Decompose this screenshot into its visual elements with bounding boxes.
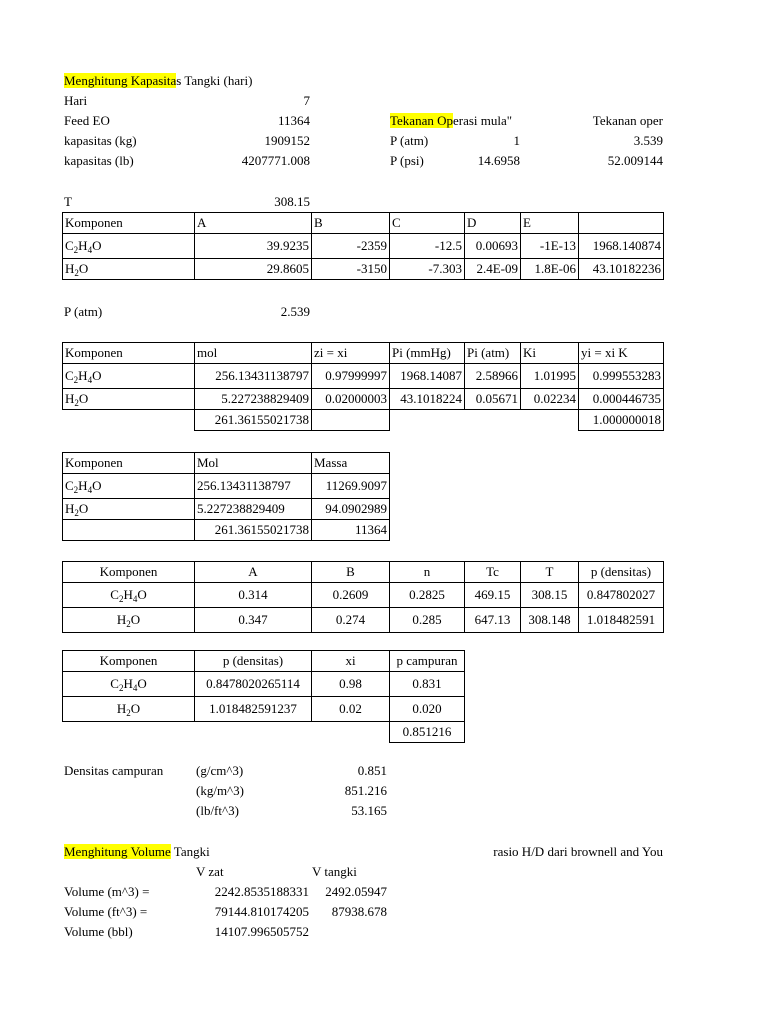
table-cell: 1.01995: [521, 364, 579, 389]
table-cell: 0.8478020265114: [195, 672, 312, 697]
table-row: [63, 389, 664, 410]
volume-label: Volume (m^3) =: [64, 884, 150, 899]
row-label-kapasitas-kg: kapasitas (kg): [64, 133, 137, 148]
table-cell: 256.13431138797: [195, 474, 312, 499]
formula-char: H: [65, 261, 75, 276]
empty-cell: [63, 722, 195, 743]
table-cell: 94.0902989: [312, 499, 390, 520]
formula-char: O: [92, 368, 102, 383]
mass-header-row: [63, 453, 390, 474]
volume-col-tangki: V tangki: [312, 864, 357, 879]
pressure-title-2: Tekanan oper: [592, 113, 663, 128]
pressure-psi-initial: 14.6958: [477, 153, 520, 168]
formula-char: O: [137, 676, 147, 691]
table-cell: 0.02: [312, 697, 390, 722]
formula-char: C: [110, 587, 119, 602]
table-row: [63, 259, 664, 280]
table-cell: 0.847802027: [579, 583, 664, 608]
mix-header-row: [63, 651, 465, 672]
density-header-p: p (densitas): [579, 562, 664, 583]
formula-subscript: 2: [73, 245, 79, 255]
vle-header-row: [63, 343, 664, 364]
table-row-total: [63, 520, 390, 541]
density-mix-unit: (g/cm^3): [196, 763, 244, 778]
table-cell: 43.1018224: [390, 389, 465, 410]
table-cell: 647.13: [465, 608, 521, 633]
formula-h2o: [63, 259, 195, 280]
empty-cell: [63, 520, 195, 541]
formula-subscript: 2: [74, 268, 79, 278]
temperature-label: T: [64, 194, 72, 209]
table-cell: 256.13431138797: [195, 364, 312, 389]
vle-header-pi-mmhg: Pi (mmHg): [390, 343, 465, 364]
table-cell: 0.2609: [312, 583, 390, 608]
density-mix-unit: (lb/ft^3): [196, 803, 239, 818]
pressure-label-psi: P (psi): [390, 153, 424, 168]
formula-char: C: [65, 368, 74, 383]
table-row: [63, 697, 465, 722]
formula-char: H: [65, 391, 75, 406]
antoine-header-c: C: [390, 213, 465, 234]
table-cell: 0.999553283: [579, 364, 664, 389]
p-atm-label: P (atm): [64, 304, 103, 319]
density-header-n: n: [390, 562, 465, 583]
antoine-header-d: D: [465, 213, 521, 234]
formula-char: H: [78, 368, 88, 383]
vle-header-ki: Ki: [521, 343, 579, 364]
table-cell: -7.303: [390, 259, 465, 280]
table-row: [63, 474, 390, 499]
table-cell: 0.02234: [521, 389, 579, 410]
density-header-row: [63, 562, 664, 583]
table-cell: 0.02000003: [312, 389, 390, 410]
formula-char: O: [92, 238, 102, 253]
antoine-header-row: [63, 213, 664, 234]
table-cell: 0.020: [390, 697, 465, 722]
temperature-value: 308.15: [274, 194, 310, 209]
formula-h2o: [63, 499, 195, 520]
formula-h2o: [63, 389, 195, 410]
vle-header-komponen: Komponen: [63, 343, 195, 364]
formula-subscript: 2: [73, 375, 79, 385]
formula-char: H: [123, 587, 133, 602]
density-mix-value: 53.165: [351, 803, 387, 818]
table-row: [63, 499, 390, 520]
density-header-komponen: Komponen: [63, 562, 195, 583]
capacity-title: [64, 71, 252, 91]
pressure-label-atm: P (atm): [390, 133, 429, 148]
antoine-table: [62, 212, 664, 280]
formula-char: O: [78, 391, 89, 406]
formula-h2o: [63, 697, 195, 722]
volume-title: [64, 842, 210, 862]
table-cell: 0.97999997: [312, 364, 390, 389]
density-header-tc: Tc: [465, 562, 521, 583]
formula-char: O: [92, 478, 102, 493]
empty-cell: [312, 722, 390, 743]
table-cell: 5.227238829409: [195, 499, 312, 520]
formula-c2h4o: [63, 234, 195, 259]
empty-cell: [465, 410, 521, 431]
row-value-feed-eo: 11364: [277, 113, 310, 128]
vle-total-mol: 261.36155021738: [195, 410, 312, 431]
density-table: [62, 561, 664, 633]
table-row-total: [63, 410, 664, 431]
formula-char: H: [116, 701, 127, 716]
table-row: [63, 608, 664, 633]
mass-total-massa: 11364: [312, 520, 390, 541]
mix-header-pc: p campuran: [390, 651, 465, 672]
table-cell: 1.018482591237: [195, 697, 312, 722]
formula-char: H: [116, 612, 127, 627]
row-label-kapasitas-lb: kapasitas (lb): [64, 153, 134, 168]
formula-subscript: 4: [87, 485, 93, 495]
capacity-title-rest: s Tangki (hari): [176, 73, 253, 88]
volume-zat-value: 79144.810174205: [214, 904, 309, 919]
density-mix-label: Densitas campuran: [64, 763, 164, 778]
table-cell: -3150: [312, 259, 390, 280]
vle-header-mol: mol: [195, 343, 312, 364]
volume-label: Volume (ft^3) =: [64, 904, 148, 919]
table-cell: 1.8E-06: [521, 259, 579, 280]
pressure-atm-oper: 3.539: [633, 133, 663, 148]
antoine-header-e: E: [521, 213, 579, 234]
table-cell: -2359: [312, 234, 390, 259]
table-cell: 1.018482591: [579, 608, 664, 633]
empty-cell: [521, 410, 579, 431]
density-header-t: T: [521, 562, 579, 583]
table-cell: 0.274: [312, 608, 390, 633]
volume-tangki-value: 87938.678: [331, 904, 387, 919]
formula-char: C: [65, 238, 74, 253]
formula-c2h4o: [63, 474, 195, 499]
formula-char: H: [123, 676, 133, 691]
table-cell: 2.4E-09: [465, 259, 521, 280]
formula-subscript: 2: [74, 398, 79, 408]
vle-table: [62, 342, 664, 431]
table-cell: -1E-13: [521, 234, 579, 259]
pressure-psi-oper: 52.009144: [607, 153, 663, 168]
vle-total-yi: 1.000000018: [579, 410, 664, 431]
table-cell: 11269.9097: [312, 474, 390, 499]
table-cell: 0.314: [195, 583, 312, 608]
formula-h2o: [63, 608, 195, 633]
mix-header-komponen: Komponen: [63, 651, 195, 672]
formula-char: H: [78, 478, 88, 493]
empty-cell: [390, 410, 465, 431]
formula-char: C: [110, 676, 119, 691]
formula-c2h4o: [63, 364, 195, 389]
formula-char: O: [130, 701, 141, 716]
formula-char: O: [137, 587, 147, 602]
volume-zat-value: 14107.996505752: [214, 924, 309, 939]
formula-subscript: 2: [126, 708, 131, 718]
table-cell: 0.98: [312, 672, 390, 697]
vle-header-zi: zi = xi: [312, 343, 390, 364]
mass-total-mol: 261.36155021738: [195, 520, 312, 541]
table-cell: 0.2825: [390, 583, 465, 608]
table-cell: 0.00693: [465, 234, 521, 259]
row-value-hari: 7: [303, 93, 310, 108]
formula-subscript: 2: [73, 485, 79, 495]
formula-c2h4o: [63, 583, 195, 608]
row-value-kapasitas-kg: 1909152: [264, 133, 310, 148]
density-mix-value: 0.851: [357, 763, 387, 778]
empty-cell: [63, 410, 195, 431]
table-cell: 469.15: [465, 583, 521, 608]
table-cell: 0.05671: [465, 389, 521, 410]
volume-label: Volume (bbl): [64, 924, 133, 939]
antoine-header-a: A: [195, 213, 312, 234]
empty-cell: [312, 410, 390, 431]
formula-subscript: 4: [132, 683, 138, 693]
row-value-kapasitas-lb: 4207771.008: [241, 153, 310, 168]
table-cell: -12.5: [390, 234, 465, 259]
pressure-title-rest: erasi mula": [452, 113, 513, 128]
antoine-header-result: [579, 213, 664, 234]
p-atm-value: 2.539: [280, 304, 310, 319]
table-cell: 0.831: [390, 672, 465, 697]
table-cell: 43.10182236: [579, 259, 664, 280]
density-mix-unit: (kg/m^3): [196, 783, 244, 798]
row-label-feed-eo: Feed EO: [64, 113, 110, 128]
antoine-header-b: B: [312, 213, 390, 234]
table-cell: 0.285: [390, 608, 465, 633]
empty-cell: [195, 722, 312, 743]
table-cell: 0.347: [195, 608, 312, 633]
table-cell: 5.227238829409: [195, 389, 312, 410]
formula-subscript: 2: [118, 683, 124, 693]
mass-table: [62, 452, 390, 541]
mass-header-massa: Massa: [312, 453, 390, 474]
antoine-header-komponen: Komponen: [63, 213, 195, 234]
formula-subscript: 4: [87, 375, 93, 385]
mix-table: [62, 650, 465, 743]
pressure-title: [390, 111, 512, 131]
formula-subscript: 2: [118, 594, 124, 604]
table-cell: 1968.14087: [390, 364, 465, 389]
density-mix-value: 851.216: [344, 783, 387, 798]
table-cell: 308.148: [521, 608, 579, 633]
volume-col-zat: V zat: [196, 864, 224, 879]
table-row: [63, 364, 664, 389]
table-cell: 39.9235: [195, 234, 312, 259]
density-header-b: B: [312, 562, 390, 583]
formula-char: O: [78, 261, 89, 276]
formula-char: H: [65, 501, 75, 516]
table-row: [63, 234, 664, 259]
table-cell: 308.15: [521, 583, 579, 608]
formula-subscript: 2: [74, 508, 79, 518]
vle-header-yi: yi = xi K: [579, 343, 664, 364]
ratio-note: rasio H/D dari brownell and You: [493, 844, 663, 859]
table-cell: 2.58966: [465, 364, 521, 389]
capacity-title-highlight: Menghitung Kapasita: [64, 73, 177, 88]
table-cell: 1968.140874: [579, 234, 664, 259]
pressure-atm-initial: 1: [513, 133, 520, 148]
table-row-total: [63, 722, 465, 743]
density-header-a: A: [195, 562, 312, 583]
table-row: [63, 583, 664, 608]
mass-header-komponen: Komponen: [63, 453, 195, 474]
volume-zat-value: 2242.8535188331: [214, 884, 309, 899]
formula-c2h4o: [63, 672, 195, 697]
volume-title-rest: Tangki: [170, 844, 210, 859]
row-label-hari: Hari: [64, 93, 88, 108]
mix-header-xi: xi: [312, 651, 390, 672]
formula-char: C: [65, 478, 74, 493]
formula-char: O: [130, 612, 141, 627]
table-row: [63, 672, 465, 697]
formula-char: O: [78, 501, 89, 516]
mass-header-mol: Mol: [195, 453, 312, 474]
formula-char: H: [78, 238, 88, 253]
table-cell: 29.8605: [195, 259, 312, 280]
formula-subscript: 2: [126, 619, 131, 629]
table-cell: 0.000446735: [579, 389, 664, 410]
volume-tangki-value: 2492.05947: [325, 884, 387, 899]
pressure-title-highlight: Tekanan Op: [390, 113, 453, 128]
formula-subscript: 4: [132, 594, 138, 604]
mix-header-p: p (densitas): [195, 651, 312, 672]
formula-subscript: 4: [87, 245, 93, 255]
vle-header-pi-atm: Pi (atm): [465, 343, 521, 364]
mix-total: 0.851216: [390, 722, 465, 743]
volume-title-highlight: Menghitung Volume: [64, 844, 171, 859]
